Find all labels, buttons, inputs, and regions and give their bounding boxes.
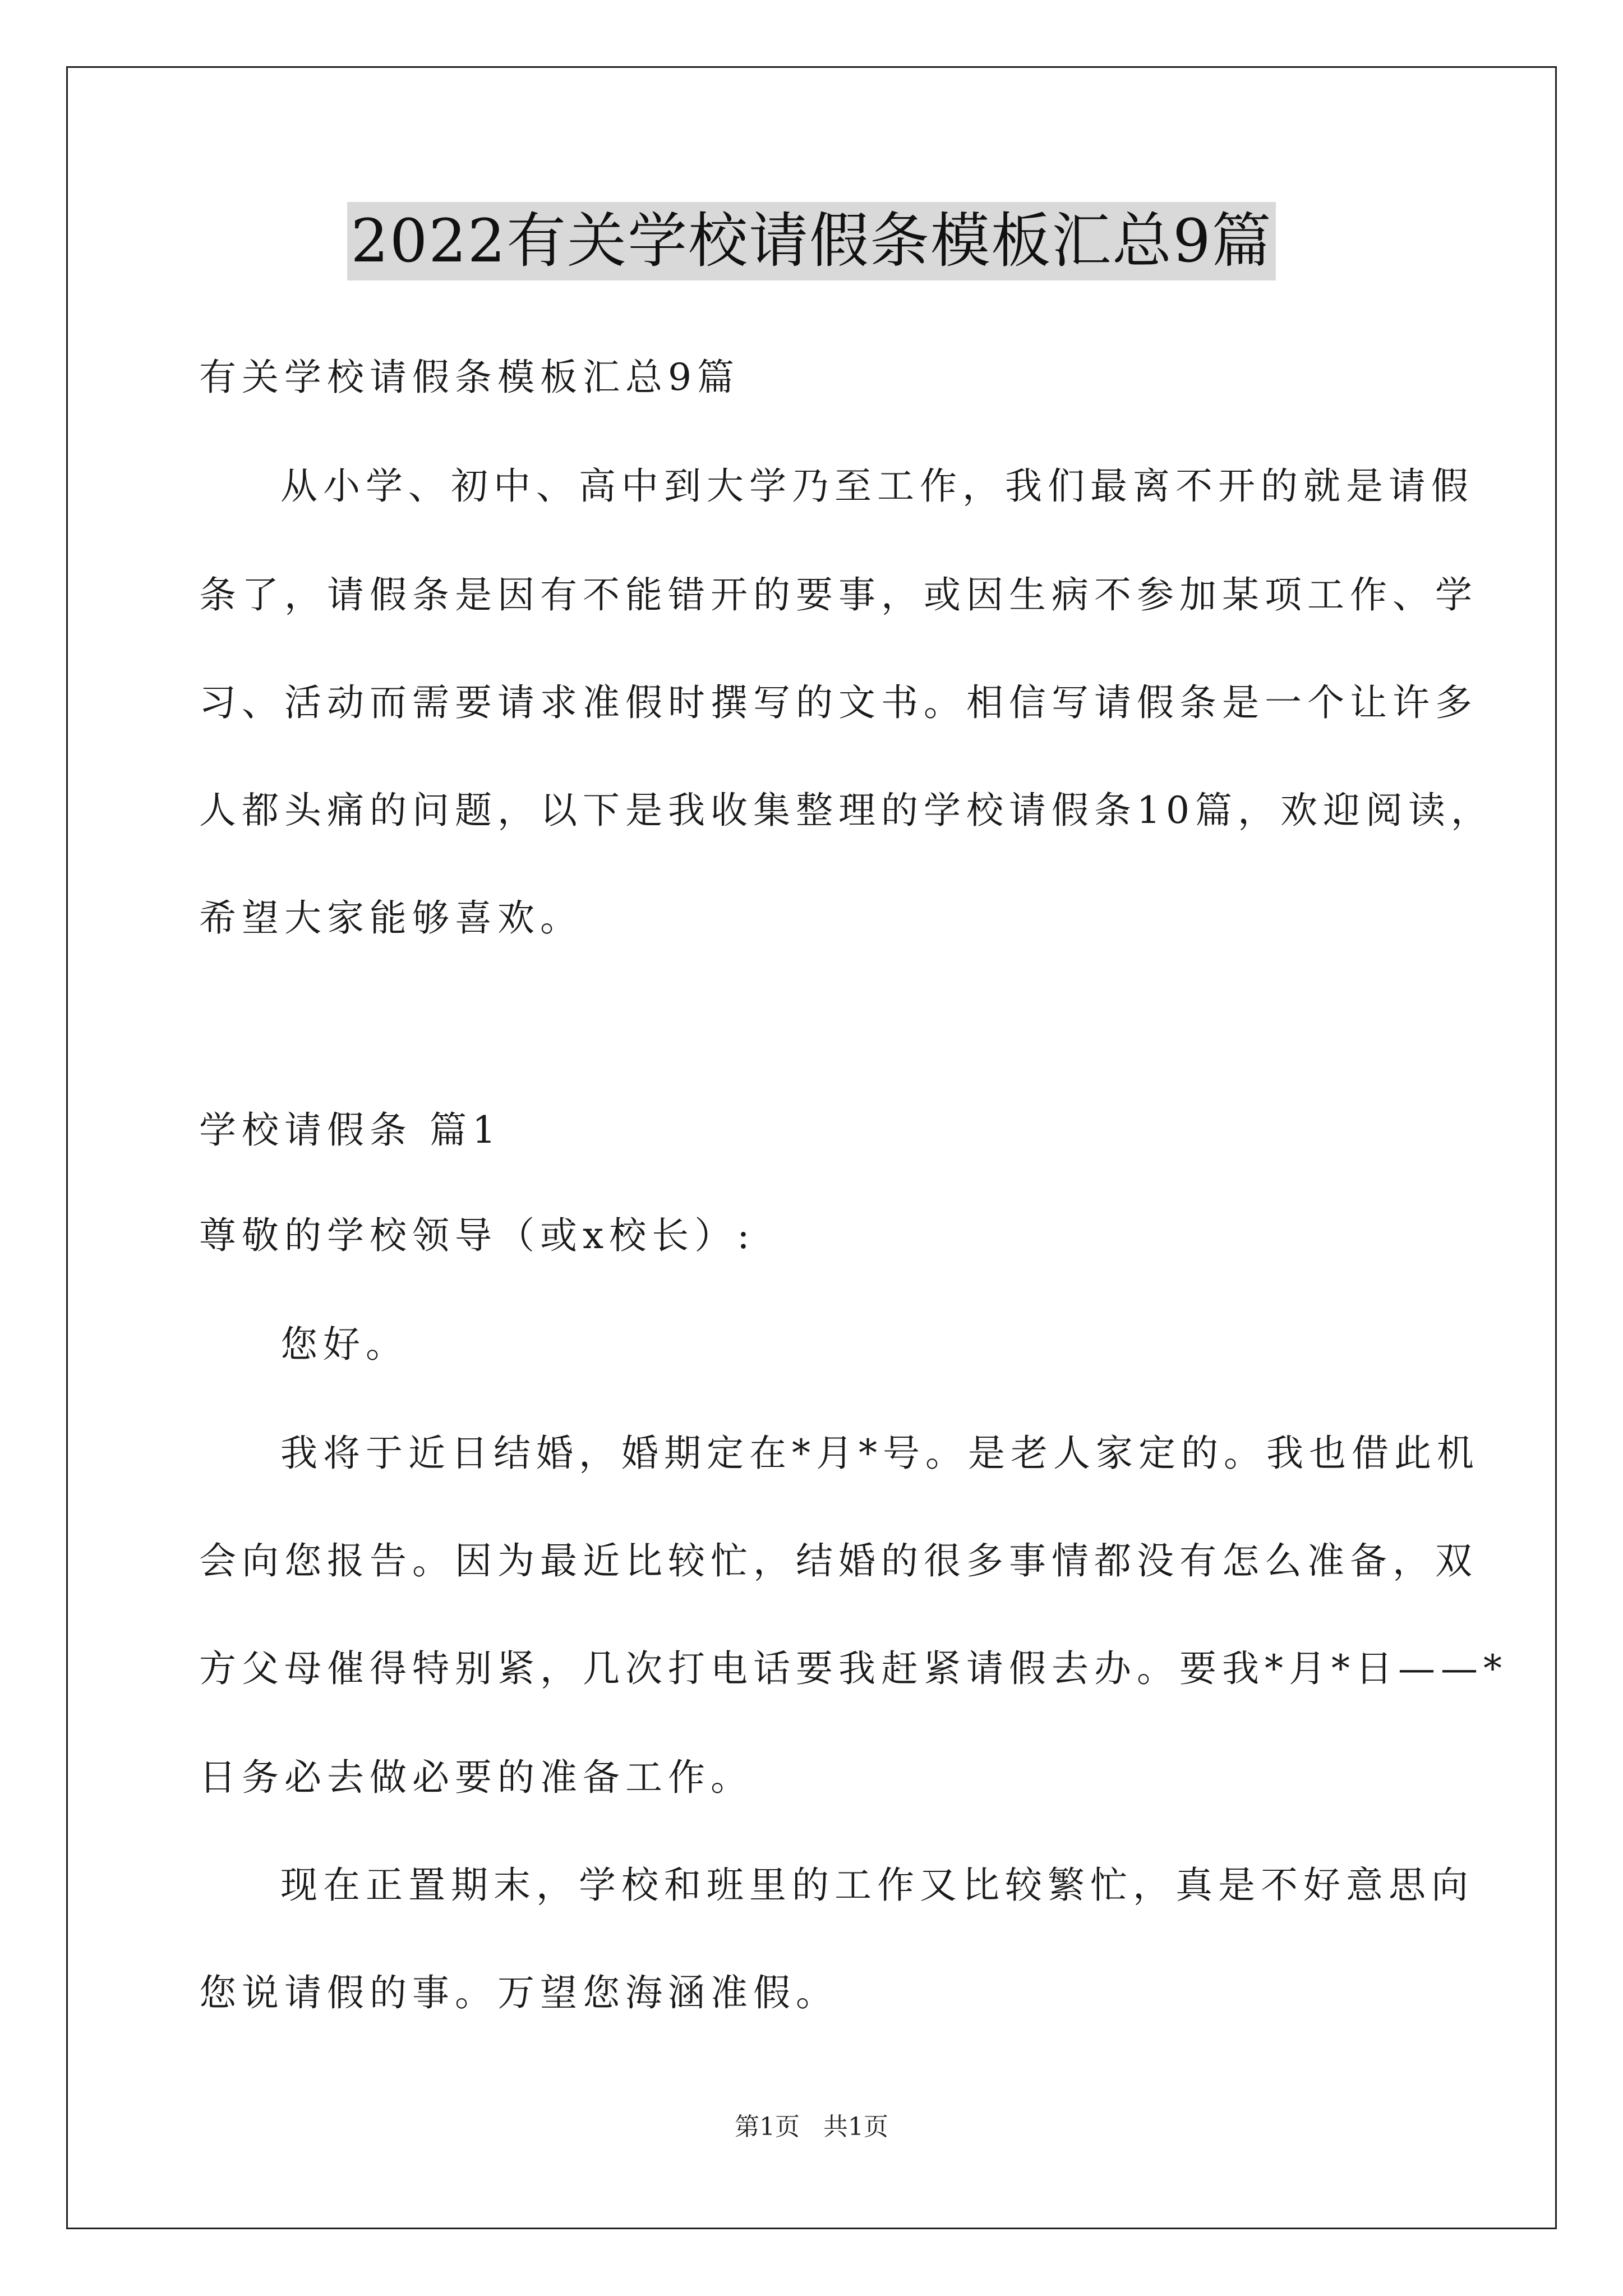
document-title: 2022有关学校请假条模板汇总9篇: [347, 202, 1275, 280]
body-line: 日务必去做必要的准备工作。: [199, 1756, 753, 1799]
intro-line: 希望大家能够喜欢。: [199, 896, 583, 940]
body-line: 我将于近日结婚，婚期定在*月*号。是老人家定的。我也借此机: [280, 1432, 1479, 1475]
intro-line: 条了，请假条是因有不能错开的要事，或因生病不参加某项工作、学: [199, 573, 1478, 616]
page-footer: [0, 2110, 1623, 2144]
section-heading: 学校请假条 篇1: [199, 1108, 501, 1152]
body-line: 会向您报告。因为最近比较忙，结婚的很多事情都没有怎么准备，双: [199, 1539, 1478, 1582]
greeting: 您好。: [280, 1323, 408, 1366]
intro-line: 习、活动而需要请求准假时撰写的文书。相信写请假条是一个让许多: [199, 681, 1478, 724]
intro-line: 人都头痛的问题，以下是我收集整理的学校请假条10篇，欢迎阅读，: [199, 789, 1493, 832]
body-line: 现在正置期末，学校和班里的工作又比较繁忙，真是不好意思向: [280, 1864, 1474, 1907]
body-line: 方父母催得特别紧，几次打电话要我赶紧请假去办。要我*月*日——*: [199, 1647, 1507, 1690]
body-line: 您说请假的事。万望您海涵准假。: [199, 1971, 838, 2014]
intro-line: 从小学、初中、高中到大学乃至工作，我们最离不开的就是请假: [280, 464, 1474, 508]
salutation: 尊敬的学校领导（或x校长）:: [199, 1214, 755, 1257]
subtitle: 有关学校请假条模板汇总9篇: [199, 356, 740, 399]
page-number: 第1页: [735, 2113, 800, 2141]
title-container: [0, 202, 1623, 280]
page-total: 共1页: [823, 2113, 888, 2141]
